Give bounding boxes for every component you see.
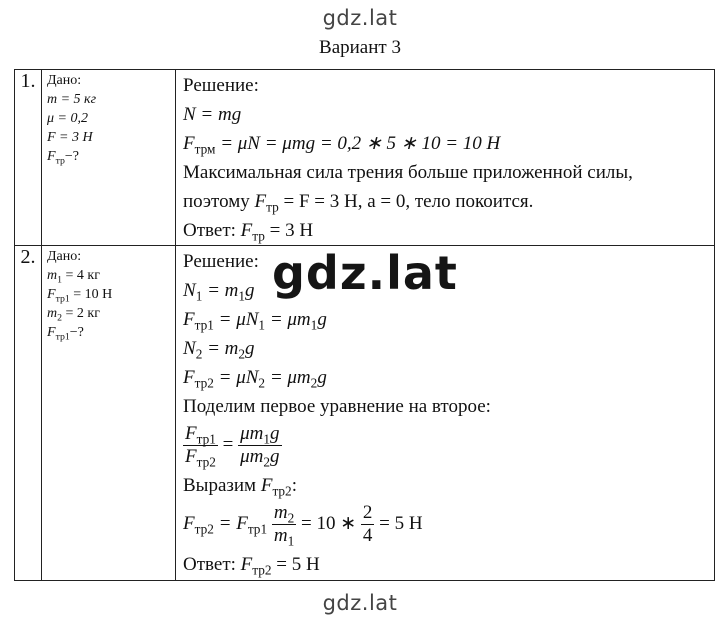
equation: $F_{тр1} = \mu N_1 = \mu m_1g$: [183, 309, 327, 333]
answer-line: Ответ: $F_{тр2} = 5$ Н: [183, 554, 320, 578]
variant-title: Вариант 3: [319, 37, 401, 58]
given-mass: m = 5 кг: [47, 92, 97, 107]
solution-label: Решение:: [183, 251, 259, 272]
watermark-top: gdz.lat: [322, 6, 398, 30]
solution-cell: [176, 70, 715, 246]
fraction: $\frac{m_2}{m_1}$: [273, 502, 295, 549]
equation: $N_2 = m_2g$: [183, 338, 255, 362]
answer-line: Ответ: $F_{тр} = 3$ Н: [183, 220, 314, 244]
solution-table: [14, 69, 715, 581]
problem-number: 1.: [15, 70, 42, 246]
explanation-text: Поделим первое уравнение на второе:: [183, 396, 491, 417]
given-label: Дано:: [47, 73, 82, 88]
final-equation: $F_{тр2} = F_{тр1}$ $\frac{m_2}{m_1}$ = 10 ∗ $\frac{2}{4}$ = 5 Н: [183, 502, 423, 549]
fraction: $\frac{2}{4}$: [362, 502, 373, 547]
given-cell: [42, 70, 176, 246]
given-force: F = 3 Н: [47, 130, 93, 145]
problem-number: 2.: [15, 246, 42, 581]
equation: $N_1 = m_1g$: [183, 280, 255, 304]
given-label: Дано:: [47, 249, 82, 264]
given-cell: [42, 246, 176, 581]
equation: $F_{тр2} = \mu N_2 = \mu m_2g$: [183, 367, 327, 391]
explanation-text: Максимальная сила трения больше приложенной силы,: [183, 162, 633, 183]
fraction: $\frac{\mu m_1g}{\mu m_2g}$: [240, 423, 280, 470]
watermark-center: gdz.lat: [272, 246, 458, 300]
solution-label: Решение:: [183, 75, 259, 96]
equation: N = mg: [183, 104, 242, 125]
given-mass-2: $m_2 = 2$ кг: [47, 306, 100, 324]
given-find: $F_{тр}-$?: [47, 149, 79, 167]
explanation-text: Выразим $F_{тр2}$:: [183, 475, 297, 499]
explanation-text: поэтому $F_{тр} = F = 3$ Н, a = 0, тело покоится.: [183, 191, 534, 215]
fraction: $\frac{F_{тр1}}{F_{тр2}}$: [185, 423, 216, 470]
watermark-bottom: gdz.lat: [322, 591, 398, 615]
problem-row-1: [15, 70, 715, 246]
given-mass-1: $m_1 = 4$ кг: [47, 268, 100, 286]
fraction-equation: $\frac{F_{тр1}}{F_{тр2}}$ = $\frac{\mu m_1g}{\mu m_2g}$: [185, 423, 280, 470]
given-find: $F_{тр1}-$?: [47, 325, 84, 343]
given-friction-1: $F_{тр1} = 10$ Н: [47, 287, 113, 305]
equation: $F_{трм} = \mu N = \mu mg = 0,2$ ∗ 5 ∗ 10 = 10 Н: [183, 133, 501, 157]
given-mu: μ = 0,2: [47, 111, 88, 126]
